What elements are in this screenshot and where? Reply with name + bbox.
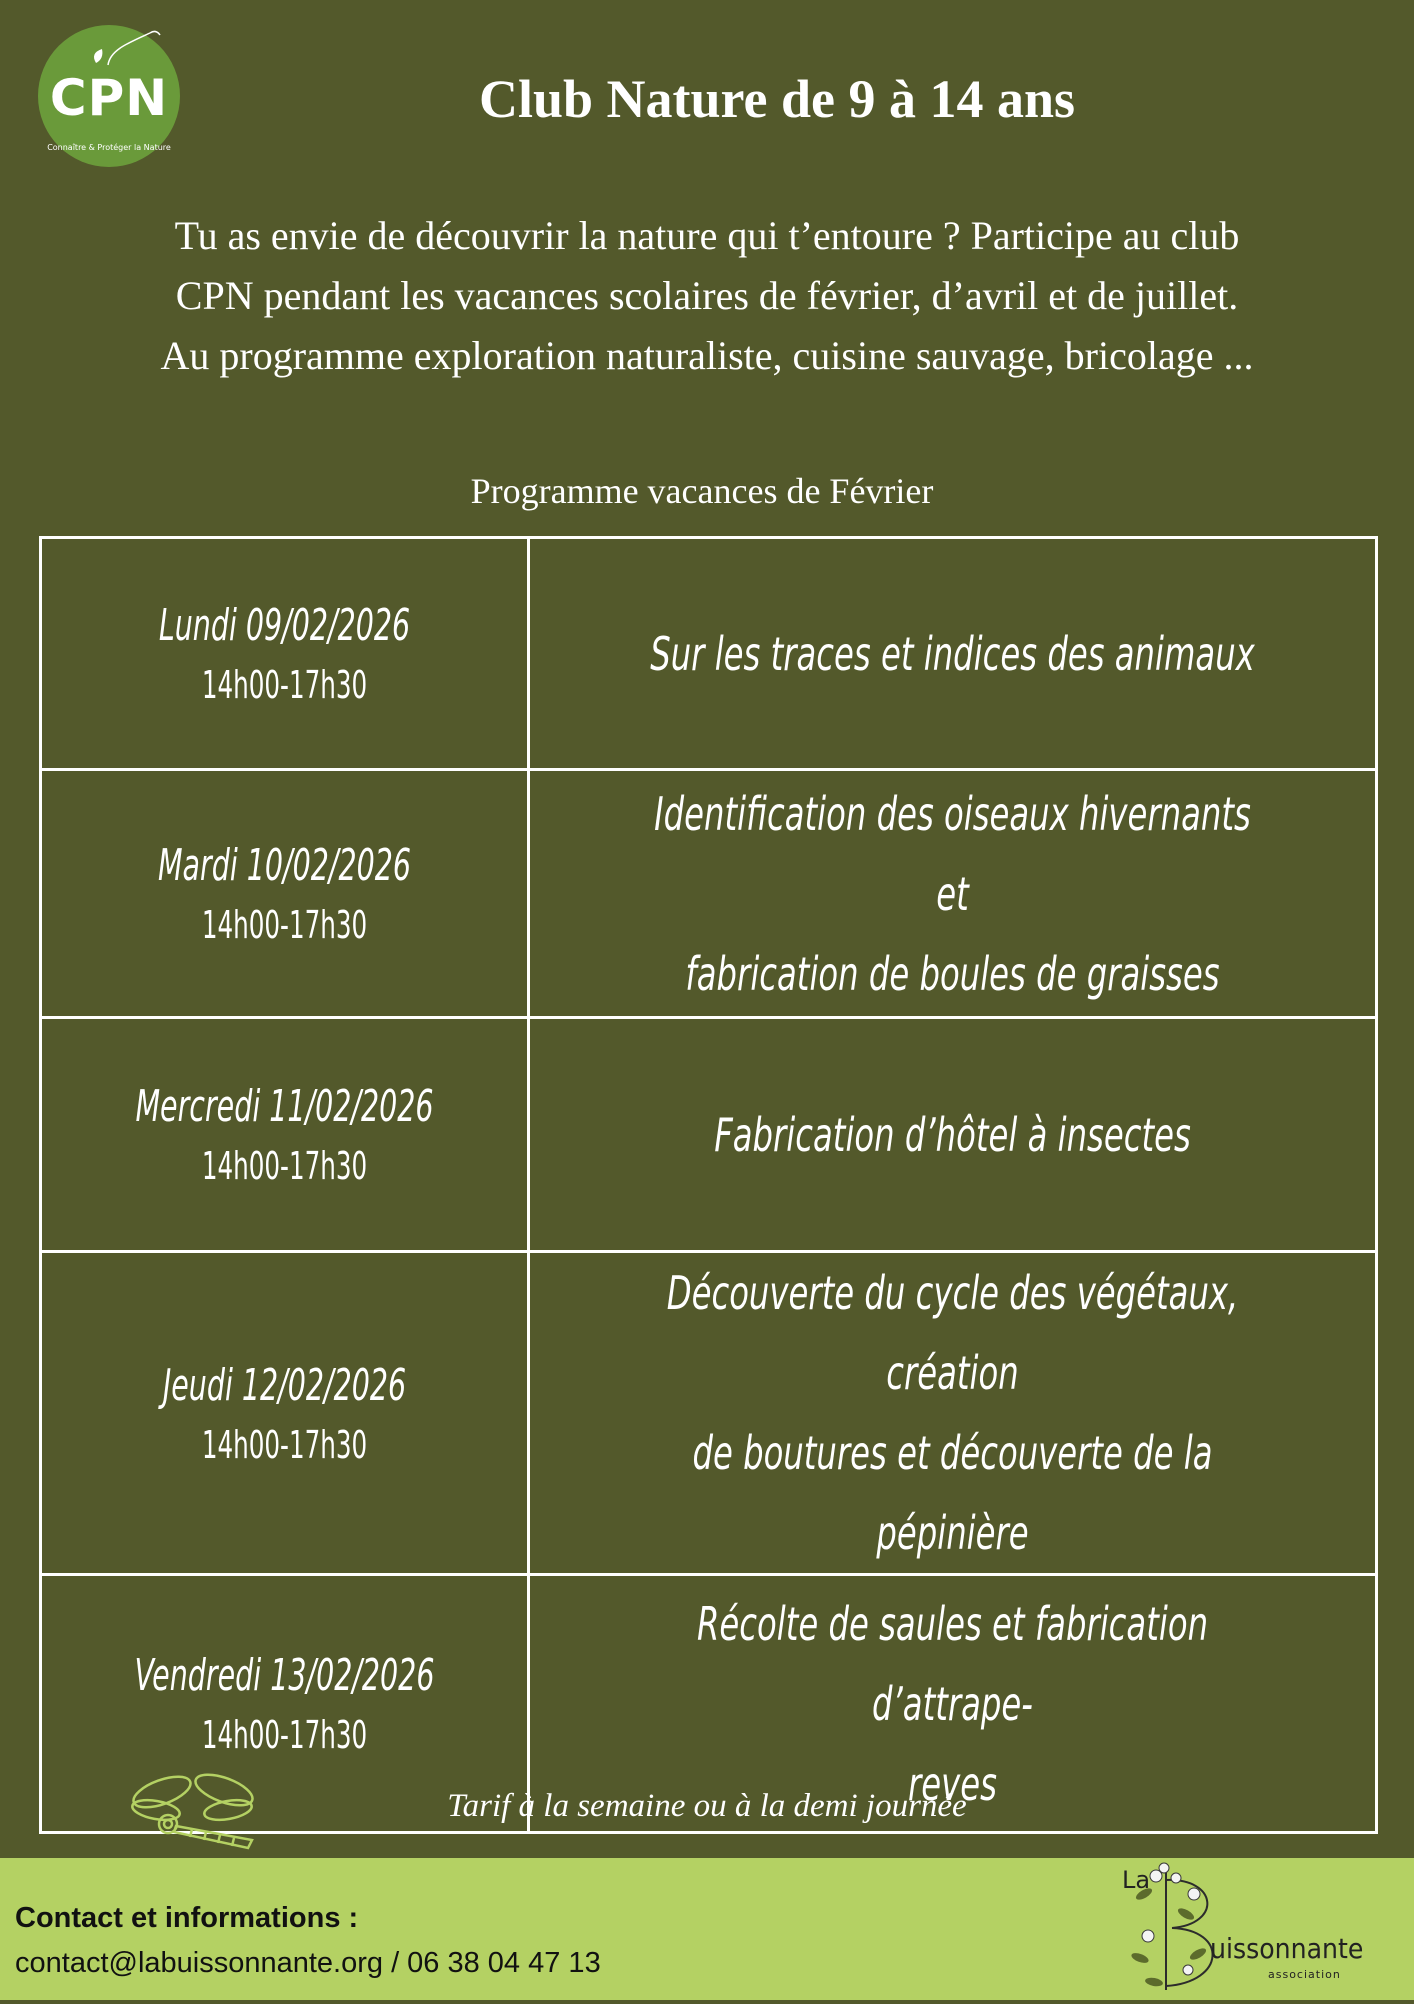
schedule-activity-line: Récolte de saules et fabrication d’attrape- <box>696 1596 1209 1731</box>
schedule-day: Jeudi 12/02/2026 <box>162 1359 407 1411</box>
logo-sub-text: association <box>1268 1968 1341 1981</box>
logo-la-text: La <box>1122 1866 1151 1894</box>
schedule-activity-line: de boutures et découverte de la pépinière <box>692 1426 1213 1560</box>
schedule-row <box>41 1252 1377 1575</box>
cpn-logo <box>38 25 180 167</box>
schedule-activity-line: reves <box>908 1756 997 1811</box>
schedule-time: 14h00-17h30 <box>201 1144 368 1188</box>
cpn-logo-text: CPN <box>49 69 169 127</box>
intro-line: Au programme exploration naturaliste, cuisine sauvage, bricolage ... <box>160 333 1254 378</box>
schedule-activity-line: Fabrication d’hôtel à insectes <box>714 1107 1191 1162</box>
schedule-date-cell <box>41 1018 529 1252</box>
schedule-date-cell <box>41 538 529 770</box>
program-title: Programme vacances de Février <box>470 471 934 511</box>
schedule-time: 14h00-17h30 <box>201 1713 368 1757</box>
contact-info: contact@labuissonnante.org / 06 38 04 47 13 <box>15 1947 601 1979</box>
schedule-row <box>41 1018 1377 1252</box>
schedule-time: 14h00-17h30 <box>201 903 368 947</box>
contact-label: Contact et informations : <box>15 1902 359 1934</box>
la-buissonnante-logo <box>1118 1858 1398 2000</box>
schedule-row <box>41 538 1377 770</box>
schedule-activity-line: Découverte du cycle des végétaux, création <box>666 1266 1239 1400</box>
logo-name-text: uissonnante <box>1210 1932 1364 1965</box>
schedule-day: Mardi 10/02/2026 <box>157 840 412 891</box>
schedule-date-cell <box>41 1252 529 1575</box>
schedule-activity-cell <box>529 538 1377 770</box>
schedule-date-cell <box>41 770 529 1018</box>
schedule-day: Vendredi 13/02/2026 <box>134 1650 435 1701</box>
schedule-time: 14h00-17h30 <box>201 1422 368 1467</box>
intro-line: CPN pendant les vacances scolaires de février, d’avril et de juillet. <box>175 273 1239 318</box>
page-title: Club Nature de 9 à 14 ans <box>478 69 1076 129</box>
schedule-day: Lundi 09/02/2026 <box>158 600 411 651</box>
cpn-logo-tagline: Connaître & Protéger la Nature <box>47 143 171 152</box>
schedule-day: Mercredi 11/02/2026 <box>135 1081 434 1132</box>
schedule-table <box>39 536 1378 1834</box>
schedule-activity-line: Identification des oiseaux hivernants et <box>654 786 1251 921</box>
schedule-activity-cell <box>529 1252 1377 1575</box>
footer-bar <box>0 1858 1414 2000</box>
schedule-row <box>41 770 1377 1018</box>
schedule-activity-cell <box>529 1018 1377 1252</box>
schedule-activity-line: Sur les traces et indices des animaux <box>650 626 1255 681</box>
intro-text <box>20 206 1394 386</box>
schedule-activity-line: fabrication de boules de graisses <box>685 946 1220 1001</box>
schedule-activity-cell <box>529 770 1377 1018</box>
flower-logo-icon <box>1118 1858 1398 2000</box>
intro-line: Tu as envie de découvrir la nature qui t’entoure ? Participe au club <box>174 213 1240 258</box>
pricing-note: Tarif à la semaine ou à la demi journée <box>447 1788 967 1824</box>
schedule-time: 14h00-17h30 <box>201 663 368 707</box>
